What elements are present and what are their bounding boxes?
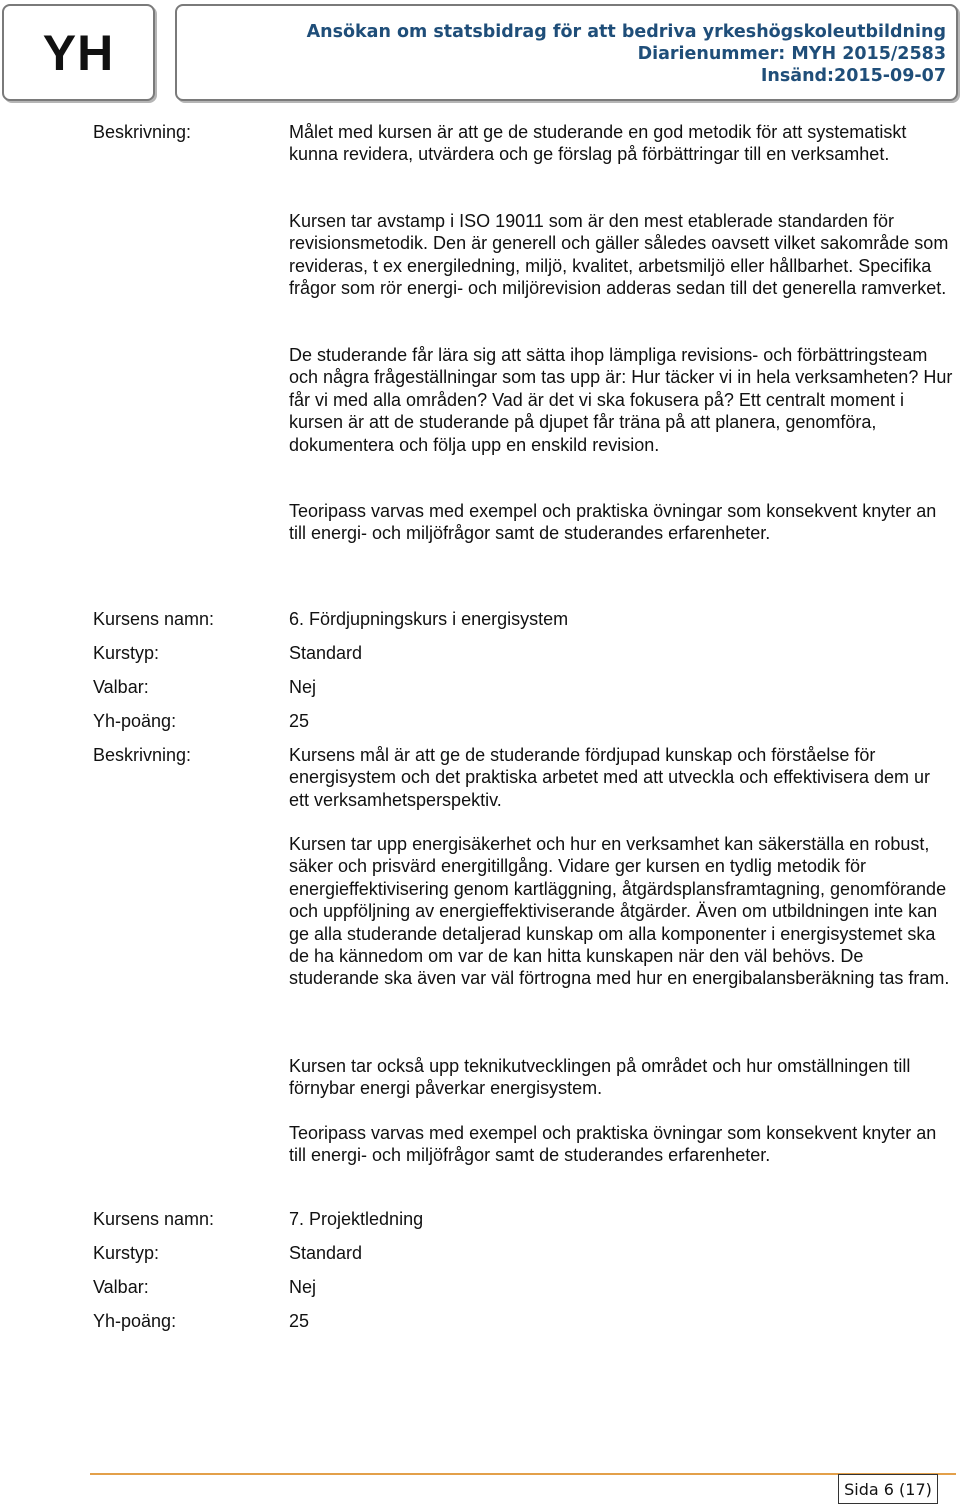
yh-points: 25 [289, 1311, 310, 1331]
course-name: 7. Projektledning [289, 1209, 424, 1229]
description-paragraph: Målet med kursen är att ge de studerande en god metodik för att systematiskt kunna revidera, utvärdera och ge förslag på förbättringar till en verksamhet. [289, 122, 907, 165]
description-paragraph: Kursen tar också upp teknikutvecklingen på området och hur omställningen till förnybar energi påverkar energisystem. [289, 1056, 911, 1099]
beskrivning-label: Beskrivning: [93, 122, 192, 142]
valbar-value: Nej [289, 1277, 317, 1297]
yh-logo: YH [42, 24, 115, 81]
beskrivning-label: Beskrivning: [93, 745, 192, 765]
diarienummer: Diarienummer: MYH 2015/2583 [637, 44, 946, 64]
course-type-label: Kurstyp: [93, 1243, 160, 1263]
header-title-box [175, 4, 958, 101]
course-type-label: Kurstyp: [93, 643, 160, 663]
course-name-label: Kursens namn: [93, 1209, 215, 1229]
valbar-label: Valbar: [93, 677, 149, 697]
footer-rule [90, 1473, 956, 1475]
page-number-box [838, 1474, 938, 1504]
description-paragraph: Kursen tar avstamp i ISO 19011 som är den mest etablerade standarden för revisionsmetodik. Den är generell och gäller således oavsett vilket sakområde som revideras, t ex energiledning, miljö, kvalitet, arbetsmiljö eller hållbarhet. Specifika frågor som rör energi- och miljörevision adderas sedan till det generella ramverket. [289, 211, 949, 299]
submission-date: Insänd:2015-09-07 [760, 66, 946, 86]
yh-points: 25 [289, 711, 310, 731]
yh-points-label: Yh-poäng: [93, 1311, 177, 1331]
document-title: Ansökan om statsbidrag för att bedriva yrkeshögskoleutbildning [306, 22, 946, 42]
page-number: Sida 6 (17) [844, 1479, 932, 1499]
course-type: Standard [289, 1243, 363, 1263]
description-paragraph: Teoripass varvas med exempel och praktiska övningar som konsekvent knyter an till energi- och miljöfrågor samt de studerandes erfarenheter. [289, 1123, 937, 1166]
course-type: Standard [289, 643, 363, 663]
description-paragraph: De studerande får lära sig att sätta ihop lämpliga revisions- och förbättringsteam och några frågeställningar som tas upp är: Hur täcker vi in hela verksamheten? Hur får vi med alla områden? Vad är det vi ska fokusera på? Ett centralt moment i kursen är att de studerande på djupet får träna på att planera, genomföra, dokumentera och följa upp en enskild revision. [289, 345, 953, 455]
description-paragraph: Kursen tar upp energisäkerhet och hur en verksamhet kan säkerställa en robust, säker och prisvärd energitillgång. Vidare ger kursen en tydlig metodik för energieffektivisering genom kartläggning, åtgärdsplansframtagning, genomförande och uppföljning av energieffektiviserande åtgärder. Även om utbildningen inte kan ge alla studerande detaljerad kunskap om alla komponenter i energisystemet ska de ha kännedom om var de kan hitta kunskapen när den väl behövs. De studerande ska även var väl förtrogna med hur en energibalansberäkning tas fram. [289, 834, 950, 989]
valbar-label: Valbar: [93, 1277, 149, 1297]
course-name: 6. Fördjupningskurs i energisystem [289, 609, 569, 629]
valbar-value: Nej [289, 677, 317, 697]
description-paragraph: Teoripass varvas med exempel och praktiska övningar som konsekvent knyter an till energi- och miljöfrågor samt de studerandes erfarenheter. [289, 501, 937, 544]
description-paragraph: Kursens mål är att ge de studerande fördjupad kunskap och förståelse för energisystem och det praktiska arbetet med att utveckla och effektivisera dem ur ett verksamhetsperspektiv. [289, 745, 930, 810]
logo-box [2, 4, 155, 101]
course-name-label: Kursens namn: [93, 609, 215, 629]
yh-points-label: Yh-poäng: [93, 711, 177, 731]
